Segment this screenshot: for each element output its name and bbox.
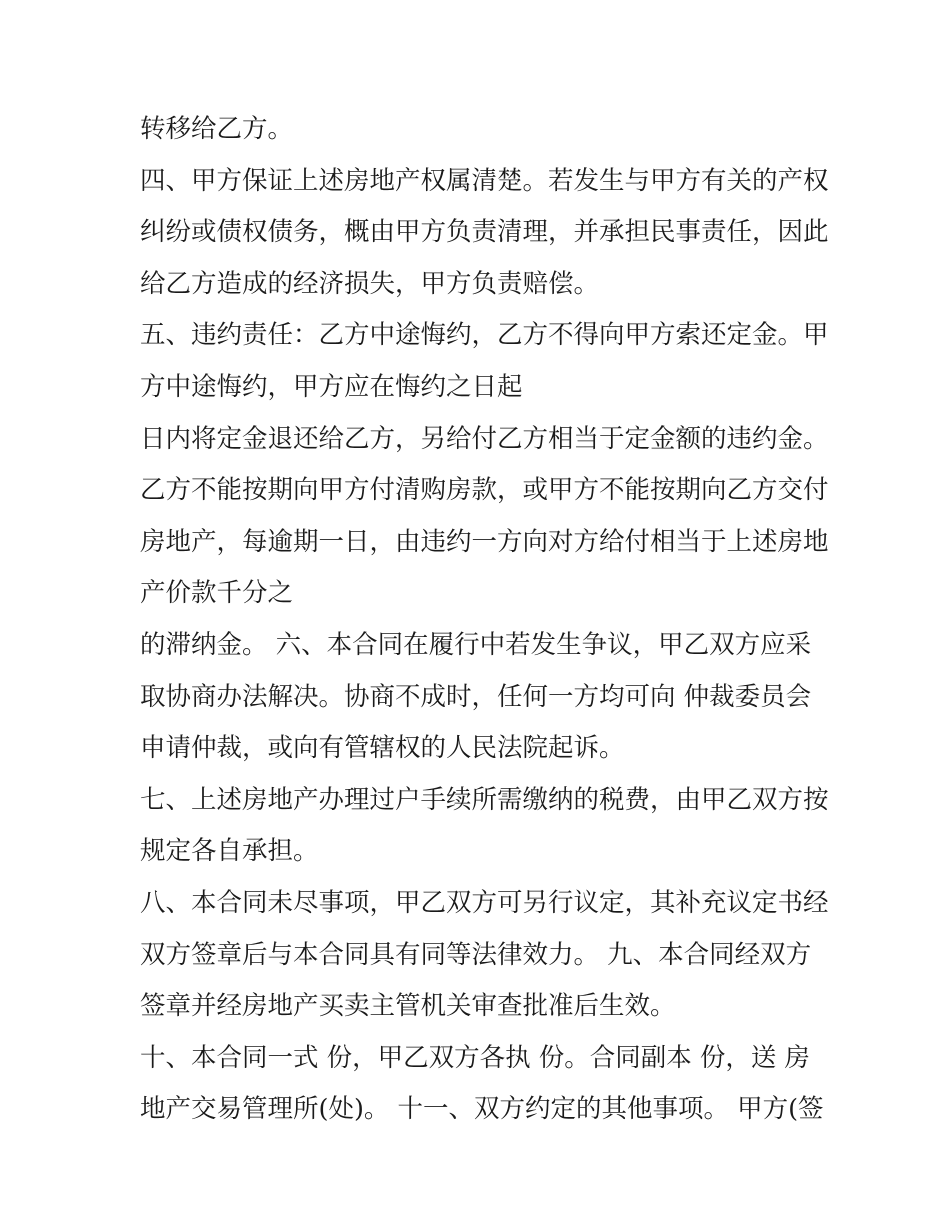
text-line: 地产交易管理所(处)。 十一、双方约定的其他事项。 甲方(签 — [140, 1094, 824, 1125]
text-line: 申请仲裁，或向有管辖权的人民法院起诉。 — [140, 733, 625, 764]
text-line: 七、上述房地产办理过户手续所需缴纳的税费，由甲乙双方按 — [140, 784, 829, 815]
text-line: 规定各自承担。 — [140, 836, 319, 867]
text-line: 的滞纳金。 六、本合同在履行中若发生争议，甲乙双方应采 — [140, 629, 812, 660]
text-line: 房地产，每逾期一日，由违约一方向对方给付相当于上述房地 — [140, 526, 829, 557]
text-line: 取协商办法解决。协商不成时，任何一方均可向 仲裁委员会 — [140, 681, 812, 712]
text-line: 十、本合同一式 份，甲乙双方各执 份。合同副本 份，送 房 — [140, 1042, 810, 1073]
text-line: 纠纷或债权债务，概由甲方负责清理，并承担民事责任，因此 — [140, 217, 829, 248]
text-line: 方中途悔约，甲方应在悔约之日起 — [140, 371, 523, 402]
text-line: 转移给乙方。 — [140, 114, 294, 144]
text-line: 乙方不能按期向甲方付清购房款，或甲方不能按期向乙方交付 — [140, 475, 829, 506]
text-line: 签章并经房地产买卖主管机关审查批准后生效。 — [140, 991, 676, 1022]
text-line: 五、违约责任：乙方中途悔约，乙方不得向甲方索还定金。甲 — [140, 320, 829, 351]
text-line: 日内将定金退还给乙方，另给付乙方相当于定金额的违约金。 — [140, 423, 829, 454]
text-line: 双方签章后与本合同具有同等法律效力。 九、本合同经双方 — [140, 939, 812, 970]
text-line: 八、本合同未尽事项，甲乙双方可另行议定，其补充议定书经 — [140, 887, 829, 918]
text-line: 四、甲方保证上述房地产权属清楚。若发生与甲方有关的产权 — [140, 165, 829, 196]
contract-body-text — [140, 104, 830, 1136]
text-line: 产价款千分之 — [140, 578, 294, 609]
text-line: 给乙方造成的经济损失，甲方负责赔偿。 — [140, 268, 600, 299]
